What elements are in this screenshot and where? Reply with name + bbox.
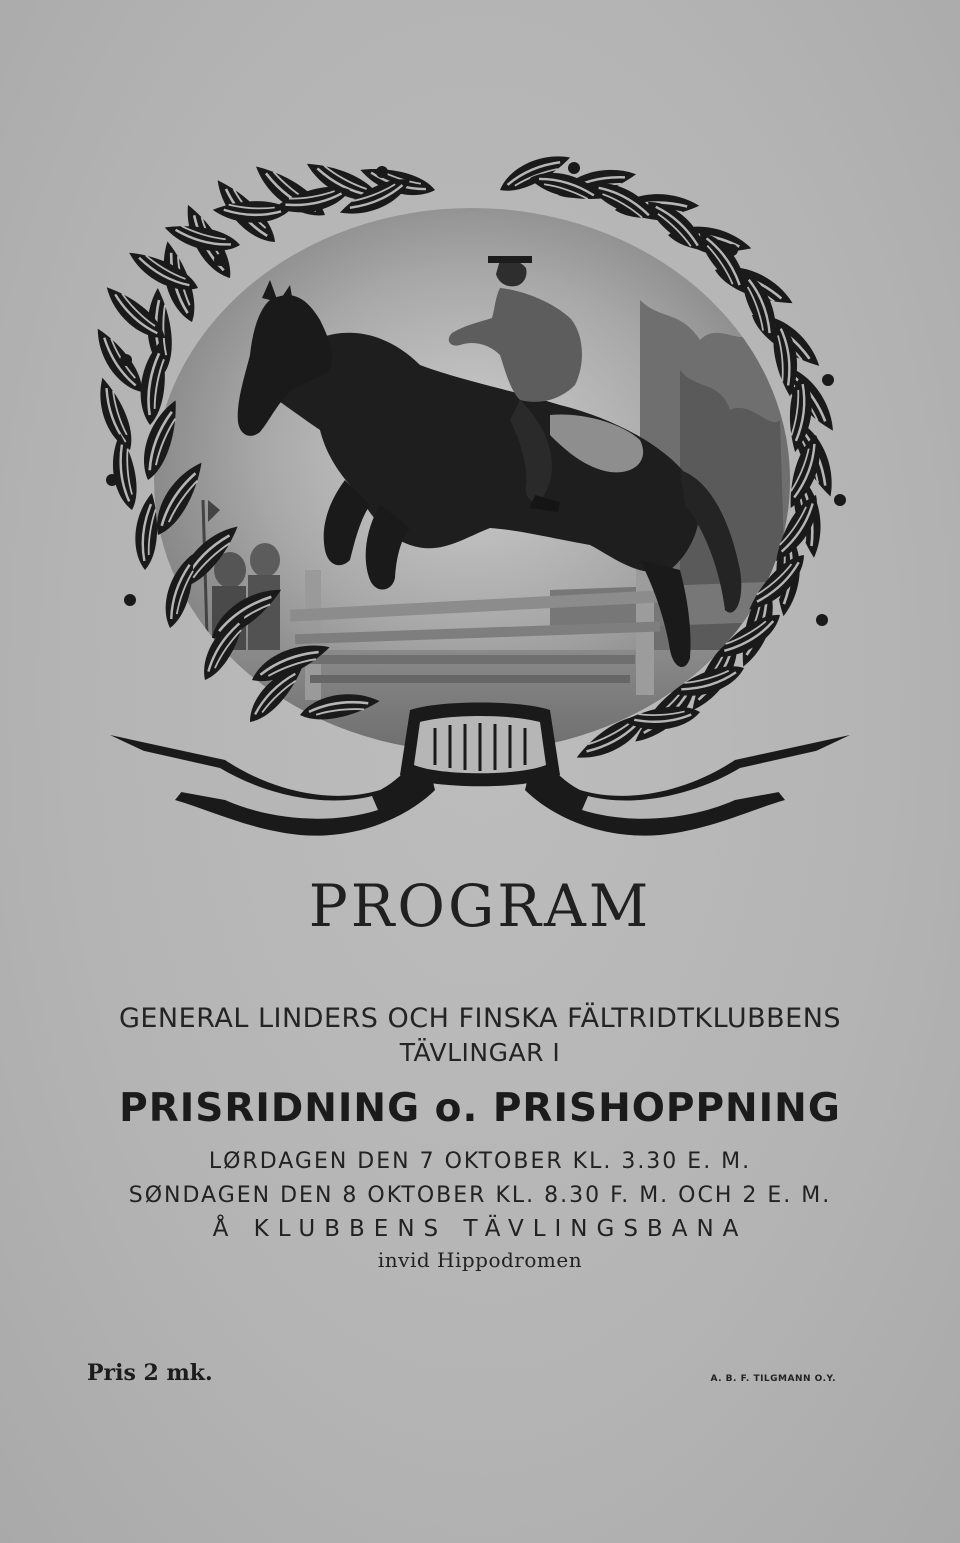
- printer-imprint: A. B. F. TILGMANN O.Y.: [710, 1374, 836, 1384]
- ribbon-banner: [110, 703, 850, 836]
- wreath-illustration: [80, 150, 880, 850]
- events-heading: PRISRIDNING o. PRISHOPPNING: [119, 1086, 841, 1131]
- saturday-schedule: LØRDAGEN DEN 7 OKTOBER KL. 3.30 E. M.: [208, 1149, 752, 1174]
- price-label: Pris 2 mk.: [87, 1360, 213, 1386]
- contests-intro: TÄVLINGAR I: [399, 1038, 561, 1067]
- location-line: invid Hippodromen: [377, 1248, 583, 1272]
- organizers-line: GENERAL LINDERS OCH FINSKA FÄLTRIDTKLUBBENS: [118, 1003, 842, 1034]
- sunday-schedule: SØNDAGEN DEN 8 OKTOBER KL. 8.30 F. M. OCH 2 E. M.: [128, 1183, 832, 1208]
- venue-line: Å KLUBBENS TÄVLINGSBANA: [212, 1216, 748, 1242]
- program-title: PROGRAM: [308, 872, 652, 940]
- wreath-emblem: [80, 150, 880, 850]
